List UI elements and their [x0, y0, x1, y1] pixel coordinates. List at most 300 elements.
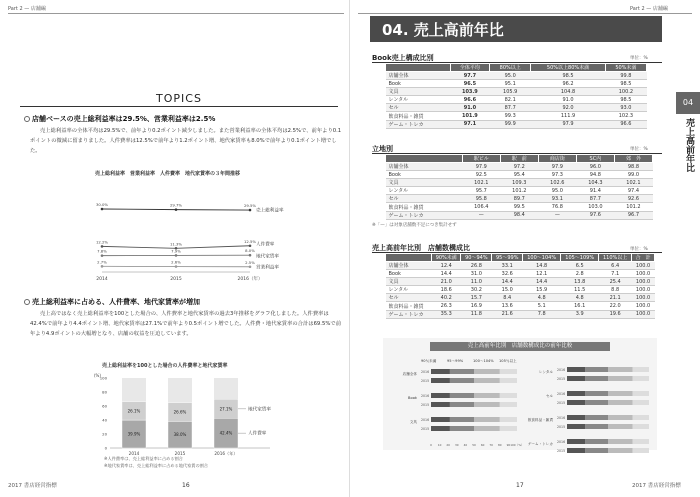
line-chart	[90, 180, 290, 288]
table-cell: 100.0	[632, 294, 655, 302]
bar-segment	[633, 367, 649, 372]
x-tick-label: 100（%）	[510, 443, 524, 447]
table-cell: 8.8	[599, 286, 632, 294]
table-cell: 96.5	[450, 80, 489, 88]
stacked-bar-chart	[90, 372, 290, 460]
bar-segment	[585, 400, 608, 405]
table-header-row	[386, 254, 655, 262]
table-cell: 98.8	[614, 163, 652, 171]
table-cell: 102.1	[614, 179, 652, 187]
table-cell: 92.5	[462, 171, 500, 179]
bar-note-1: ※人件費率は、売上総利益率に占める割合	[104, 456, 183, 461]
y-tick-label: 20	[102, 431, 107, 437]
table-row	[386, 195, 653, 203]
data-label: 42.4%	[219, 430, 233, 436]
x-tick-label: 50	[472, 443, 476, 447]
data-label: 2.7%	[97, 259, 107, 265]
row-label: レンタル	[386, 187, 463, 195]
table-cell: 91.0	[450, 104, 489, 112]
year-label: 2015	[557, 377, 566, 381]
group-label: セル	[545, 394, 553, 398]
data-point	[101, 208, 104, 211]
bar-segment	[585, 415, 608, 420]
right-header: Part 2 — 店舗編	[630, 6, 668, 12]
table-cell: 101.2	[500, 187, 538, 195]
table-row	[386, 104, 647, 112]
bar-segment	[608, 391, 633, 396]
table-cell: —	[538, 211, 576, 219]
table-row	[386, 278, 655, 286]
bar-segment	[633, 376, 649, 381]
bar-segment	[431, 369, 450, 374]
table-cell: 95.0	[490, 72, 531, 80]
table-cell: 100.0	[632, 302, 655, 310]
table-cell: 13.6	[492, 302, 523, 310]
bar-segment	[474, 393, 500, 398]
table-cell: 92.0	[531, 104, 605, 112]
column-header: 90%未満	[432, 254, 461, 262]
table-cell: 6.5	[561, 262, 599, 270]
section2-heading	[24, 297, 200, 307]
section1-heading-text: 店舗ベースの売上総利益率は29.5%、営業利益率は2.5%	[32, 115, 216, 123]
bar-segment	[431, 417, 450, 422]
data-label: 2.6%	[171, 259, 181, 265]
row-label: ゲーム・トレカ	[386, 211, 463, 219]
bar-segment	[500, 378, 517, 383]
table-cell: 21.1	[599, 294, 632, 302]
column-header: 50%以上80%未満	[531, 64, 605, 72]
x-tick-label: 60	[480, 443, 485, 447]
table-cell: 12.1	[523, 270, 561, 278]
row-label: セル	[386, 294, 432, 302]
group-label: 店舗全体	[402, 372, 417, 376]
data-point	[249, 265, 252, 268]
bar-segment	[608, 400, 633, 405]
table-cell: 106.4	[462, 203, 500, 211]
table-cell: 97.7	[450, 72, 489, 80]
table-cell: 14.4	[492, 278, 523, 286]
column-header: 駅 前	[500, 155, 538, 163]
table-cell: 89.7	[500, 195, 538, 203]
table-cell: 100.0	[632, 270, 655, 278]
table-cell: 94.8	[576, 171, 614, 179]
table-cell: 99.3	[490, 112, 531, 120]
year-label: 2015	[421, 403, 430, 407]
left-header: Part 2 — 店舗編	[8, 6, 46, 12]
year-label: 2016	[421, 394, 430, 398]
column-header: 80%以上	[490, 64, 531, 72]
data-point	[249, 244, 252, 247]
left-header-rule	[8, 13, 344, 14]
table-cell: 95.0	[538, 187, 576, 195]
row-label: 文具	[386, 88, 451, 96]
bar-segment	[474, 369, 500, 374]
bar-segment	[450, 402, 474, 407]
series-name: 人件費率	[256, 242, 275, 248]
column-header	[386, 155, 463, 163]
bar-segment	[585, 439, 608, 444]
section2-heading-text: 売上総利益率に占める、人件費率、地代家賃率が増加	[32, 298, 200, 306]
table-cell: 92.6	[614, 195, 652, 203]
column-header: 95〜99%	[492, 254, 523, 262]
row-label: 飲食料品・雑貨	[386, 302, 432, 310]
column-header: 105〜109%	[561, 254, 599, 262]
table-row	[386, 72, 647, 80]
year-label: 2015	[557, 449, 566, 453]
table-cell: 99.9	[490, 120, 531, 128]
row-label: レンタル	[386, 286, 432, 294]
row-label: セル	[386, 195, 463, 203]
table-row	[386, 294, 655, 302]
table-cell: 8.4	[492, 294, 523, 302]
bar-segment	[608, 367, 633, 372]
table-cell: 99.8	[605, 72, 646, 80]
bar-segment	[633, 424, 649, 429]
table-row	[386, 302, 655, 310]
section2-text: 売上高ではなく売上総利益率を100とした場合の、人件費率と地代家賃率の過去3年推移をグラフ化しました。人件費率は42.4%で前年より4.4ポイント増、地代家賃率は27.1%で前年より0.5ポイント増でした。人件費・地代家賃率の合計は69.5%で前年より4.9ポイントの大幅増となり、店舗の収益を圧迫しています。	[30, 311, 341, 337]
table-cell: 96.2	[531, 80, 605, 88]
bar-segment	[500, 417, 517, 422]
row-label: 飲食料品・雑貨	[386, 203, 463, 211]
data-point	[175, 254, 178, 257]
bar-segment	[633, 391, 649, 396]
bar-segment	[608, 424, 633, 429]
table-cell: 96.6	[605, 120, 646, 128]
table-cell: 35.3	[432, 310, 461, 318]
data-point	[175, 208, 178, 211]
section1-text: 売上総利益率の全体平均は29.5%で、前年より0.2ポイント減少しました。また営業利益率の全体平均は2.5%で、前年より0.1ポイントの微減に留まりました。人件費率は12.5%で前年より1.2ポイント増、地代家賃率も8.0%で前年より0.1ポイント増でした。	[30, 128, 342, 154]
table-cell: 100.0	[632, 278, 655, 286]
table-cell: 6.4	[599, 262, 632, 270]
table-cell: 93.1	[538, 195, 576, 203]
row-label: レンタル	[386, 96, 451, 104]
table-cell: 19.6	[599, 310, 632, 318]
table-cell: 18.6	[432, 286, 461, 294]
year-label: 2016	[421, 370, 430, 374]
year-label: 2015	[557, 401, 566, 405]
bar-segment	[567, 415, 585, 420]
bar-segment	[431, 393, 450, 398]
table-cell: 97.4	[614, 187, 652, 195]
bar-segment	[567, 439, 585, 444]
row-label: 文具	[386, 179, 463, 187]
table-cell: 14.4	[432, 270, 461, 278]
column-header: 90〜94%	[461, 254, 492, 262]
table-cell: 21.0	[432, 278, 461, 286]
data-label: 29.7%	[169, 202, 183, 208]
x-tick-label: 70	[489, 443, 493, 447]
bar-segment	[567, 448, 585, 453]
group-label: Book	[408, 396, 417, 400]
table-cell: 95.4	[500, 171, 538, 179]
bar-note-2: ※地代家賃率は、売上総利益率に占める地代家賃の割合	[104, 463, 209, 468]
data-label: 7.8%	[97, 248, 107, 254]
table-cell: 5.1	[523, 302, 561, 310]
y-tick-label: 40	[102, 417, 107, 423]
loc-table-heading: 立地別	[372, 145, 393, 153]
table-row	[386, 163, 653, 171]
table-cell: 99.0	[614, 171, 652, 179]
bar-segment	[633, 448, 649, 453]
comparison-chart-title: 売上高前年比別 店舗数構成比の前年比較	[430, 342, 610, 351]
data-point	[101, 245, 104, 248]
table-cell: 16.9	[461, 302, 492, 310]
table-row	[386, 80, 647, 88]
table-row	[386, 112, 647, 120]
table-row	[386, 96, 647, 104]
data-label: 2.5%	[245, 259, 255, 265]
table-cell: 103.9	[450, 88, 489, 96]
bar-segment	[608, 376, 633, 381]
bar-segment	[585, 424, 608, 429]
table-cell: 4.8	[523, 294, 561, 302]
series-name: 人件費率	[248, 431, 267, 437]
right-page-number: 17	[516, 482, 524, 489]
table-cell: 14.8	[523, 262, 561, 270]
table-cell: 13.8	[561, 278, 599, 286]
book-table	[385, 63, 647, 129]
table-row	[386, 211, 653, 219]
table-cell: 30.2	[461, 286, 492, 294]
year-label: 2015	[557, 425, 566, 429]
table-cell: 109.3	[500, 179, 538, 187]
table-cell: 99.5	[500, 203, 538, 211]
table-cell: 14.4	[523, 278, 561, 286]
table-cell: 26.3	[432, 302, 461, 310]
row-label: ゲーム・トレカ	[386, 310, 432, 318]
year-label: 2016	[557, 368, 566, 372]
bar-segment	[608, 448, 633, 453]
row-label: 飲食料品・雑貨	[386, 112, 451, 120]
y-tick-label: 100	[99, 375, 107, 381]
table-cell: 16.1	[561, 302, 599, 310]
table-cell: 4.8	[561, 294, 599, 302]
table-cell: —	[462, 211, 500, 219]
data-label: 7.9%	[171, 248, 181, 254]
data-label: 30.0%	[95, 202, 109, 207]
table-cell: 100.0	[632, 286, 655, 294]
table-cell: 76.8	[538, 203, 576, 211]
table-cell: 96.0	[576, 163, 614, 171]
series-name: 営業利益率	[256, 265, 279, 271]
table-cell: 11.5	[561, 286, 599, 294]
column-header	[386, 64, 451, 72]
data-label: 39.9%	[127, 431, 141, 437]
data-label: 26.1%	[127, 408, 141, 414]
row-label: Book	[386, 171, 463, 179]
table-cell: 26.8	[461, 262, 492, 270]
table-cell: 96.6	[450, 96, 489, 104]
group-label: ゲーム・トレカ	[527, 442, 553, 446]
table-cell: 101.2	[614, 203, 652, 211]
year-label: 2016	[557, 416, 566, 420]
bar-segment	[633, 439, 649, 444]
legend-label: 100〜104%	[473, 359, 494, 363]
table-cell: 40.2	[432, 294, 461, 302]
table-cell: 82.1	[490, 96, 531, 104]
x-tick-label: 2015	[170, 277, 182, 282]
column-header: 商店街	[538, 155, 576, 163]
left-page-number: 16	[182, 482, 190, 489]
table-cell: 11.8	[461, 310, 492, 318]
table-row	[386, 270, 655, 278]
distribution-table	[385, 253, 655, 319]
topics-title: TOPICS	[156, 92, 202, 105]
table-cell: 100.0	[632, 262, 655, 270]
bar-segment	[474, 378, 500, 383]
table-cell: 111.9	[531, 112, 605, 120]
year-label: 2016	[421, 418, 430, 422]
line-chart-title: 売上総利益率 営業利益率 人件費率 地代家賃率の３年間推移	[95, 171, 241, 177]
year-label: 2016	[557, 440, 566, 444]
table-header-row	[386, 155, 653, 163]
bar-segment	[431, 426, 450, 431]
column-header: SC内	[576, 155, 614, 163]
data-label: 12.5%	[243, 238, 257, 244]
year-label: 2015	[421, 379, 430, 383]
table-cell: 104.3	[576, 179, 614, 187]
table-cell: 97.3	[538, 171, 576, 179]
table-cell: 15.9	[523, 286, 561, 294]
table-cell: 91.0	[531, 96, 605, 104]
data-point	[249, 254, 252, 257]
table-cell: 101.9	[450, 112, 489, 120]
column-header: 合 計	[632, 254, 655, 262]
year-label: 2016	[557, 392, 566, 396]
table-cell: 98.5	[605, 96, 646, 104]
bullet-icon	[24, 116, 30, 122]
bar-segment	[608, 439, 633, 444]
table-cell: 96.7	[614, 211, 652, 219]
table-cell: 102.1	[462, 179, 500, 187]
bar-segment	[450, 378, 474, 383]
x-tick-label: 90	[506, 443, 511, 447]
table-cell: 87.7	[490, 104, 531, 112]
series-name: 地代家賃率	[256, 254, 279, 260]
bar-segment	[608, 415, 633, 420]
bar-segment	[450, 393, 474, 398]
table-cell: 12.4	[432, 262, 461, 270]
group-label: レンタル	[538, 370, 553, 374]
data-point	[175, 265, 178, 268]
table-row	[386, 262, 655, 270]
group-label: 文具	[409, 420, 417, 424]
table-cell: 95.1	[490, 80, 531, 88]
table-cell: 11.0	[461, 278, 492, 286]
x-tick-label: 2016（年）	[214, 451, 238, 456]
table-cell: 33.1	[492, 262, 523, 270]
table-cell: 3.9	[561, 310, 599, 318]
x-tick-label: 2014	[128, 451, 140, 456]
table-cell: 93.0	[605, 104, 646, 112]
table-cell: 95.7	[462, 187, 500, 195]
table-cell: 102.3	[605, 112, 646, 120]
table-cell: 21.6	[492, 310, 523, 318]
bar-chart-title: 売上総利益率を100とした場合の人件費率と地代家賃率	[102, 363, 228, 369]
x-tick-label: 0	[430, 443, 432, 447]
table-cell: 7.1	[599, 270, 632, 278]
bar-segment	[585, 448, 608, 453]
table-cell: 97.9	[531, 120, 605, 128]
legend-label: 90％未満	[421, 359, 437, 363]
row-label: Book	[386, 270, 432, 278]
bar-segment	[500, 402, 517, 407]
legend-label: 105％以上	[499, 359, 517, 363]
table-cell: 97.9	[462, 163, 500, 171]
bar-segment	[633, 400, 649, 405]
data-label: 8.0%	[245, 248, 255, 254]
dist-table-unit: 単位：%	[630, 247, 648, 252]
table-cell: 104.8	[531, 88, 605, 96]
table-row	[386, 88, 647, 96]
row-label: 店舗全体	[386, 262, 432, 270]
table-cell: 103.0	[576, 203, 614, 211]
chapter-tab: 04	[676, 92, 700, 114]
series-name: 売上総利益率	[256, 208, 284, 214]
series-name: 地代家賃率	[248, 407, 271, 413]
table-cell: 32.6	[492, 270, 523, 278]
bar-segment	[567, 400, 585, 405]
section1-heading	[24, 114, 215, 124]
bar-segment	[431, 378, 450, 383]
row-label: 店舗全体	[386, 72, 451, 80]
table-cell: 22.0	[599, 302, 632, 310]
table-cell: 98.5	[531, 72, 605, 80]
table-row	[386, 187, 653, 195]
data-label: 38.0%	[173, 432, 187, 438]
right-header-rule	[358, 13, 692, 14]
right-footer-book: 2017 書店経営指標	[632, 483, 681, 489]
table-cell: 95.8	[462, 195, 500, 203]
table-cell: 97.6	[576, 211, 614, 219]
bar-segment	[500, 426, 517, 431]
table-row	[386, 286, 655, 294]
bar-segment	[474, 402, 500, 407]
bar-segment	[567, 367, 585, 372]
column-header	[386, 254, 432, 262]
bar-segment	[431, 402, 450, 407]
table-cell: 100.0	[632, 310, 655, 318]
table-cell: 98.5	[605, 80, 646, 88]
column-header: 100〜104%	[523, 254, 561, 262]
loc-table-unit: 単位：%	[630, 147, 648, 152]
page-title: 04. 売上高前年比	[382, 21, 504, 39]
bar-segment	[585, 376, 608, 381]
data-label: 27.1%	[219, 406, 233, 412]
table-row	[386, 203, 653, 211]
dist-table-heading: 売上高前年比別 店舗数構成比	[372, 244, 470, 252]
bar-segment	[474, 426, 500, 431]
table-cell: 7.8	[523, 310, 561, 318]
row-label: Book	[386, 80, 451, 88]
data-label: 26.6%	[173, 409, 187, 415]
bar-segment	[500, 369, 517, 374]
data-point	[101, 265, 104, 268]
book-table-heading: Book売上構成比別	[372, 54, 434, 62]
table-row	[386, 171, 653, 179]
table-cell: 97.1	[450, 120, 489, 128]
bar-segment	[585, 391, 608, 396]
bar-segment	[450, 417, 474, 422]
table-cell: 97.9	[538, 163, 576, 171]
bullet-icon	[24, 299, 30, 305]
y-tick-label: 0	[104, 445, 107, 451]
table-cell: 15.7	[461, 294, 492, 302]
row-label: 文具	[386, 278, 432, 286]
column-header: 50%未満	[605, 64, 646, 72]
data-label: 11.3%	[169, 241, 183, 247]
chapter-side-label: 売上高前年比	[684, 118, 694, 172]
